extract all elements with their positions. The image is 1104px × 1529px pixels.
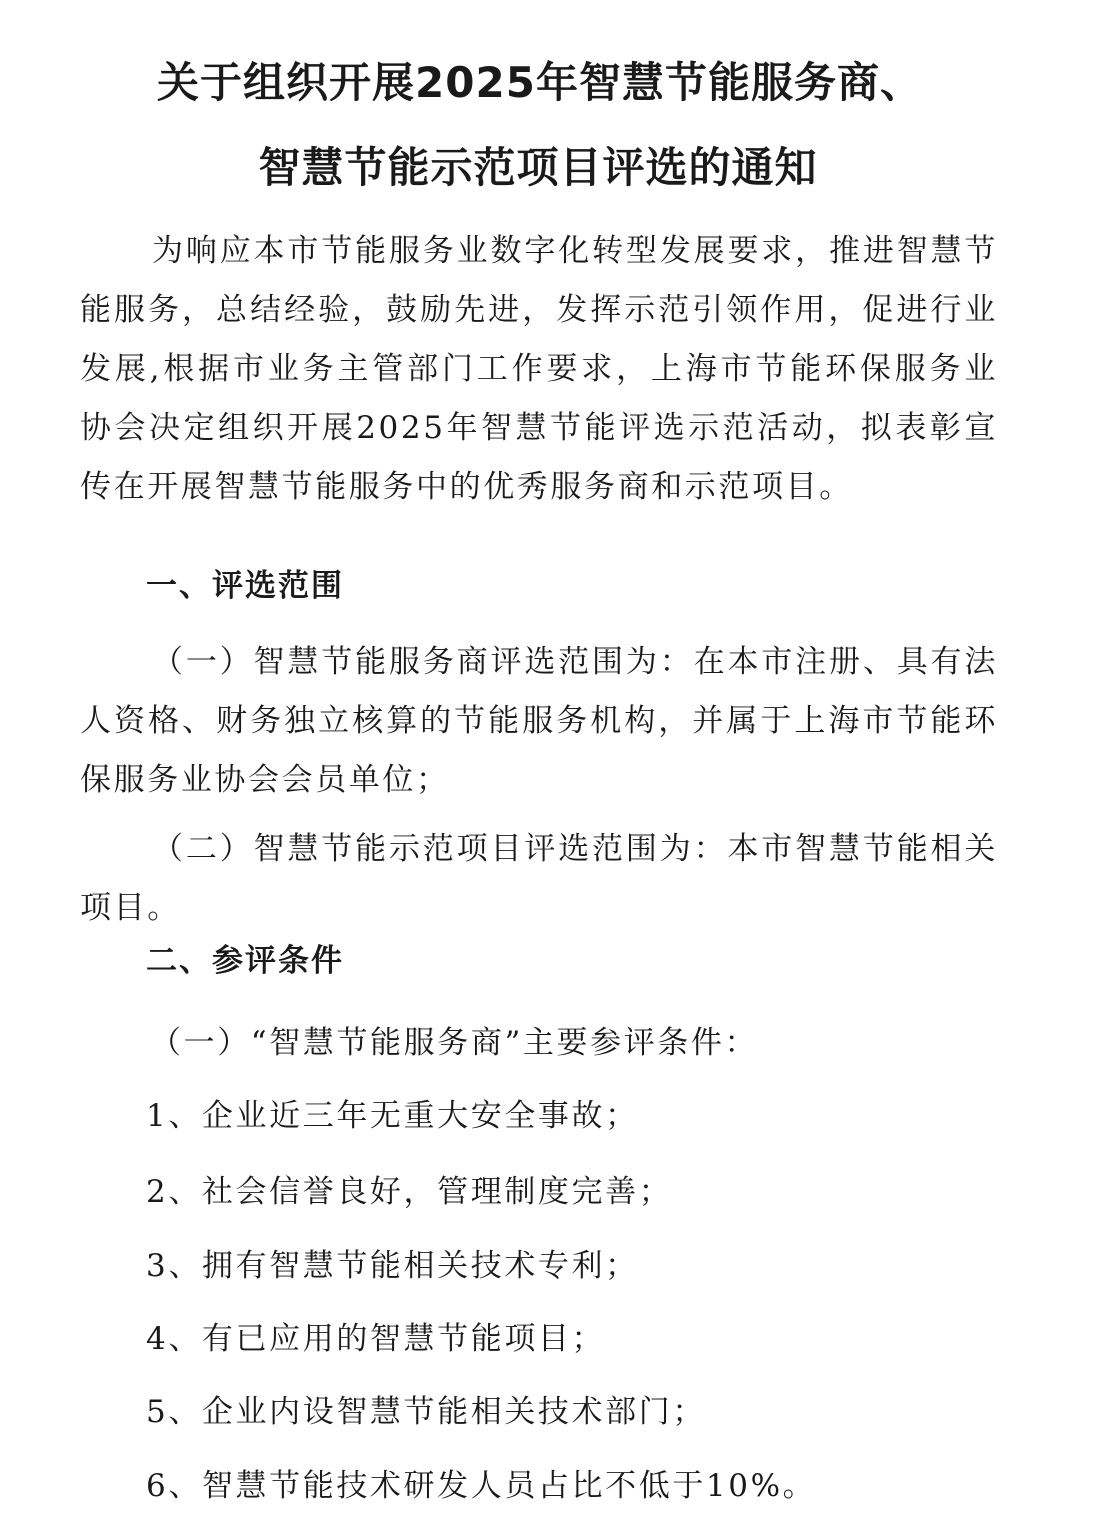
- condition-item: 4、有已应用的智慧节能项目；: [146, 1321, 606, 1357]
- condition-item: 2、社会信誉良好，管理制度完善；: [146, 1174, 673, 1210]
- section-2-heading: 二、参评条件: [146, 943, 344, 979]
- section-1-item-2: （二）智慧节能示范项目评选范围为：本市智慧节能相关项目。: [80, 831, 998, 926]
- condition-item: 1、企业近三年无重大安全事故；: [146, 1098, 639, 1134]
- section-2-subheading: （一）“智慧节能服务商”主要参评条件：: [150, 1025, 759, 1061]
- condition-item: 6、智慧节能技术研发人员占比不低于10%。: [146, 1468, 817, 1504]
- condition-item: 5、企业内设智慧节能相关技术部门；: [146, 1394, 706, 1430]
- section-1-item-1: （一）智慧节能服务商评选范围为：在本市注册、具有法人资格、财务独立核算的节能服务机构，并属于上海市节能环保服务业协会会员单位；: [80, 644, 998, 798]
- section-1-heading: 一、评选范围: [146, 568, 344, 604]
- condition-item: 3、拥有智慧节能相关技术专利；: [146, 1248, 639, 1284]
- document-title-line-2: 智慧节能示范项目评选的通知: [258, 143, 818, 192]
- intro-paragraph: 为响应本市节能服务业数字化转型发展要求，推进智慧节能服务，总结经验，鼓励先进，发挥示范引领作用，促进行业发展,根据市业务主管部门工作要求，上海市节能环保服务业协会决定组织开展2025年智慧节能评选示范活动，拟表彰宣传在开展智慧节能服务中的优秀服务商和示范项目。: [80, 233, 998, 505]
- document-title-line-1: 关于组织开展2025年智慧节能服务商、: [157, 58, 923, 107]
